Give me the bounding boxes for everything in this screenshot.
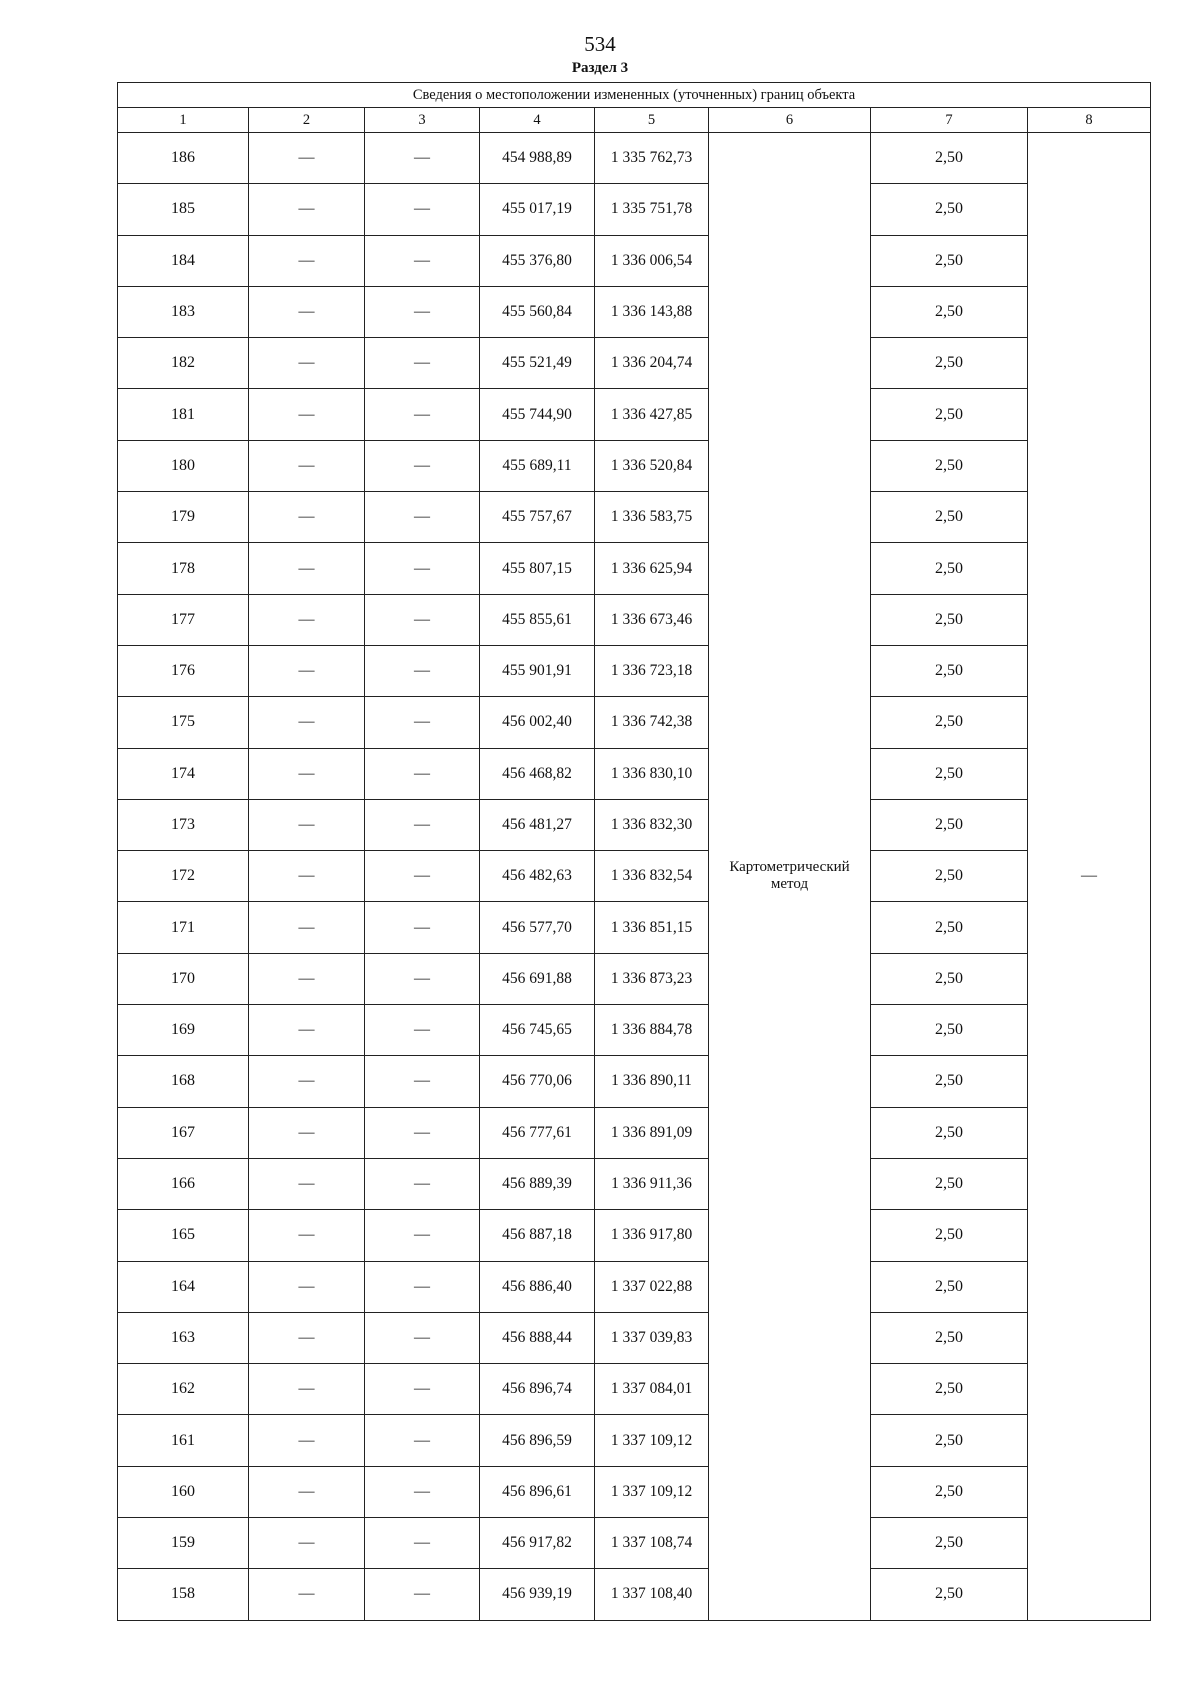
col3-cell: — (365, 1569, 480, 1620)
x-coordinate-cell: 455 521,49 (480, 338, 595, 389)
column-header-row (118, 108, 1151, 133)
col3-cell: — (365, 594, 480, 645)
table-row (118, 235, 1151, 286)
y-coordinate-cell: 1 336 884,78 (595, 1005, 709, 1056)
y-coordinate-cell: 1 336 832,30 (595, 799, 709, 850)
column-header: 6 (709, 108, 871, 133)
x-coordinate-cell: 455 855,61 (480, 594, 595, 645)
y-coordinate-cell: 1 336 742,38 (595, 697, 709, 748)
table-row (118, 645, 1151, 696)
x-coordinate-cell: 456 002,40 (480, 697, 595, 748)
x-coordinate-cell: 456 691,88 (480, 953, 595, 1004)
table-row (118, 1107, 1151, 1158)
accuracy-cell: 2,50 (871, 492, 1028, 543)
col8-cell: — (1028, 133, 1151, 1621)
accuracy-cell: 2,50 (871, 133, 1028, 184)
col2-cell: — (249, 902, 365, 953)
col2-cell: — (249, 1107, 365, 1158)
x-coordinate-cell: 456 887,18 (480, 1210, 595, 1261)
y-coordinate-cell: 1 337 109,12 (595, 1415, 709, 1466)
accuracy-cell: 2,50 (871, 697, 1028, 748)
table-row (118, 338, 1151, 389)
y-coordinate-cell: 1 336 851,15 (595, 902, 709, 953)
x-coordinate-cell: 456 886,40 (480, 1261, 595, 1312)
accuracy-cell: 2,50 (871, 748, 1028, 799)
accuracy-cell: 2,50 (871, 235, 1028, 286)
col2-cell: — (249, 492, 365, 543)
accuracy-cell: 2,50 (871, 440, 1028, 491)
x-coordinate-cell: 455 376,80 (480, 235, 595, 286)
x-coordinate-cell: 455 689,11 (480, 440, 595, 491)
col3-cell: — (365, 338, 480, 389)
column-header: 3 (365, 108, 480, 133)
col3-cell: — (365, 697, 480, 748)
point-number-cell: 178 (118, 543, 249, 594)
column-header: 5 (595, 108, 709, 133)
col2-cell: — (249, 1518, 365, 1569)
table-row (118, 440, 1151, 491)
y-coordinate-cell: 1 336 911,36 (595, 1158, 709, 1209)
column-header: 8 (1028, 108, 1151, 133)
point-number-cell: 180 (118, 440, 249, 491)
y-coordinate-cell: 1 336 891,09 (595, 1107, 709, 1158)
point-number-cell: 177 (118, 594, 249, 645)
x-coordinate-cell: 456 888,44 (480, 1312, 595, 1363)
point-number-cell: 174 (118, 748, 249, 799)
y-coordinate-cell: 1 337 022,88 (595, 1261, 709, 1312)
col2-cell: — (249, 1569, 365, 1620)
accuracy-cell: 2,50 (871, 1364, 1028, 1415)
x-coordinate-cell: 456 917,82 (480, 1518, 595, 1569)
col2-cell: — (249, 1158, 365, 1209)
col3-cell: — (365, 1158, 480, 1209)
table-row (118, 1415, 1151, 1466)
x-coordinate-cell: 456 896,74 (480, 1364, 595, 1415)
y-coordinate-cell: 1 335 751,78 (595, 184, 709, 235)
accuracy-cell: 2,50 (871, 1569, 1028, 1620)
table-row (118, 286, 1151, 337)
col2-cell: — (249, 851, 365, 902)
col2-cell: — (249, 338, 365, 389)
col3-cell: — (365, 235, 480, 286)
col2-cell: — (249, 594, 365, 645)
table-row (118, 184, 1151, 235)
y-coordinate-cell: 1 337 039,83 (595, 1312, 709, 1363)
table-row (118, 851, 1151, 902)
point-number-cell: 166 (118, 1158, 249, 1209)
col2-cell: — (249, 440, 365, 491)
x-coordinate-cell: 456 777,61 (480, 1107, 595, 1158)
accuracy-cell: 2,50 (871, 1261, 1028, 1312)
col3-cell: — (365, 440, 480, 491)
accuracy-cell: 2,50 (871, 1312, 1028, 1363)
point-number-cell: 184 (118, 235, 249, 286)
column-header: 4 (480, 108, 595, 133)
x-coordinate-cell: 454 988,89 (480, 133, 595, 184)
x-coordinate-cell: 455 560,84 (480, 286, 595, 337)
col3-cell: — (365, 902, 480, 953)
col3-cell: — (365, 953, 480, 1004)
col3-cell: — (365, 133, 480, 184)
col3-cell: — (365, 1210, 480, 1261)
table-row (118, 1210, 1151, 1261)
x-coordinate-cell: 456 468,82 (480, 748, 595, 799)
col2-cell: — (249, 133, 365, 184)
accuracy-cell: 2,50 (871, 184, 1028, 235)
col3-cell: — (365, 645, 480, 696)
x-coordinate-cell: 455 744,90 (480, 389, 595, 440)
accuracy-cell: 2,50 (871, 1107, 1028, 1158)
table-row (118, 133, 1151, 184)
x-coordinate-cell: 456 889,39 (480, 1158, 595, 1209)
col2-cell: — (249, 1415, 365, 1466)
accuracy-cell: 2,50 (871, 543, 1028, 594)
point-number-cell: 164 (118, 1261, 249, 1312)
x-coordinate-cell: 455 017,19 (480, 184, 595, 235)
col3-cell: — (365, 748, 480, 799)
col2-cell: — (249, 286, 365, 337)
table-row (118, 1056, 1151, 1107)
col3-cell: — (365, 1415, 480, 1466)
accuracy-cell: 2,50 (871, 594, 1028, 645)
y-coordinate-cell: 1 335 762,73 (595, 133, 709, 184)
point-number-cell: 185 (118, 184, 249, 235)
table-row (118, 1261, 1151, 1312)
table-row (118, 594, 1151, 645)
y-coordinate-cell: 1 336 143,88 (595, 286, 709, 337)
y-coordinate-cell: 1 337 109,12 (595, 1466, 709, 1517)
x-coordinate-cell: 456 482,63 (480, 851, 595, 902)
table-row (118, 389, 1151, 440)
col2-cell: — (249, 1364, 365, 1415)
table-row (118, 1518, 1151, 1569)
table-row (118, 1569, 1151, 1620)
point-number-cell: 163 (118, 1312, 249, 1363)
col2-cell: — (249, 799, 365, 850)
accuracy-cell: 2,50 (871, 1056, 1028, 1107)
point-number-cell: 183 (118, 286, 249, 337)
y-coordinate-cell: 1 336 427,85 (595, 389, 709, 440)
table-row (118, 1158, 1151, 1209)
col3-cell: — (365, 184, 480, 235)
col3-cell: — (365, 1056, 480, 1107)
table-row (118, 492, 1151, 543)
col2-cell: — (249, 1466, 365, 1517)
accuracy-cell: 2,50 (871, 1005, 1028, 1056)
col3-cell: — (365, 1107, 480, 1158)
point-number-cell: 175 (118, 697, 249, 748)
y-coordinate-cell: 1 336 006,54 (595, 235, 709, 286)
col2-cell: — (249, 184, 365, 235)
column-header: 2 (249, 108, 365, 133)
point-number-cell: 165 (118, 1210, 249, 1261)
x-coordinate-cell: 456 939,19 (480, 1569, 595, 1620)
x-coordinate-cell: 456 481,27 (480, 799, 595, 850)
col2-cell: — (249, 1056, 365, 1107)
table-caption: Сведения о местоположении измененных (уточненных) границ объекта (118, 83, 1151, 108)
y-coordinate-cell: 1 337 084,01 (595, 1364, 709, 1415)
point-number-cell: 169 (118, 1005, 249, 1056)
point-number-cell: 167 (118, 1107, 249, 1158)
y-coordinate-cell: 1 336 832,54 (595, 851, 709, 902)
point-number-cell: 168 (118, 1056, 249, 1107)
accuracy-cell: 2,50 (871, 1158, 1028, 1209)
x-coordinate-cell: 456 896,61 (480, 1466, 595, 1517)
y-coordinate-cell: 1 336 204,74 (595, 338, 709, 389)
y-coordinate-cell: 1 337 108,74 (595, 1518, 709, 1569)
table-row (118, 1364, 1151, 1415)
point-number-cell: 170 (118, 953, 249, 1004)
point-number-cell: 171 (118, 902, 249, 953)
table-row (118, 748, 1151, 799)
method-cell: Картометрический метод (709, 133, 871, 1621)
y-coordinate-cell: 1 336 830,10 (595, 748, 709, 799)
point-number-cell: 179 (118, 492, 249, 543)
section-title: Раздел 3 (571, 60, 629, 76)
col3-cell: — (365, 1312, 480, 1363)
page-number: 534 (584, 32, 616, 56)
x-coordinate-cell: 456 577,70 (480, 902, 595, 953)
boundary-table (117, 82, 1151, 1621)
col3-cell: — (365, 1466, 480, 1517)
y-coordinate-cell: 1 336 917,80 (595, 1210, 709, 1261)
y-coordinate-cell: 1 336 873,23 (595, 953, 709, 1004)
x-coordinate-cell: 455 807,15 (480, 543, 595, 594)
table-row (118, 799, 1151, 850)
table-body (118, 133, 1151, 1621)
point-number-cell: 160 (118, 1466, 249, 1517)
accuracy-cell: 2,50 (871, 851, 1028, 902)
point-number-cell: 161 (118, 1415, 249, 1466)
point-number-cell: 172 (118, 851, 249, 902)
x-coordinate-cell: 456 745,65 (480, 1005, 595, 1056)
point-number-cell: 182 (118, 338, 249, 389)
accuracy-cell: 2,50 (871, 1415, 1028, 1466)
table-row (118, 953, 1151, 1004)
table-row (118, 1312, 1151, 1363)
col2-cell: — (249, 543, 365, 594)
accuracy-cell: 2,50 (871, 1210, 1028, 1261)
col3-cell: — (365, 851, 480, 902)
column-header: 1 (118, 108, 249, 133)
column-header: 7 (871, 108, 1028, 133)
table-row (118, 543, 1151, 594)
x-coordinate-cell: 455 757,67 (480, 492, 595, 543)
col2-cell: — (249, 645, 365, 696)
accuracy-cell: 2,50 (871, 799, 1028, 850)
table-row (118, 1005, 1151, 1056)
accuracy-cell: 2,50 (871, 953, 1028, 1004)
table-row (118, 1466, 1151, 1517)
col3-cell: — (365, 1005, 480, 1056)
col2-cell: — (249, 1312, 365, 1363)
col3-cell: — (365, 1261, 480, 1312)
col3-cell: — (365, 1364, 480, 1415)
col2-cell: — (249, 389, 365, 440)
y-coordinate-cell: 1 336 520,84 (595, 440, 709, 491)
point-number-cell: 176 (118, 645, 249, 696)
col2-cell: — (249, 697, 365, 748)
col3-cell: — (365, 799, 480, 850)
y-coordinate-cell: 1 336 673,46 (595, 594, 709, 645)
col2-cell: — (249, 748, 365, 799)
y-coordinate-cell: 1 336 723,18 (595, 645, 709, 696)
accuracy-cell: 2,50 (871, 1518, 1028, 1569)
point-number-cell: 158 (118, 1569, 249, 1620)
col3-cell: — (365, 286, 480, 337)
y-coordinate-cell: 1 336 890,11 (595, 1056, 709, 1107)
y-coordinate-cell: 1 336 625,94 (595, 543, 709, 594)
col3-cell: — (365, 1518, 480, 1569)
accuracy-cell: 2,50 (871, 338, 1028, 389)
x-coordinate-cell: 456 770,06 (480, 1056, 595, 1107)
col2-cell: — (249, 235, 365, 286)
x-coordinate-cell: 456 896,59 (480, 1415, 595, 1466)
y-coordinate-cell: 1 336 583,75 (595, 492, 709, 543)
point-number-cell: 173 (118, 799, 249, 850)
col2-cell: — (249, 1005, 365, 1056)
col2-cell: — (249, 953, 365, 1004)
x-coordinate-cell: 455 901,91 (480, 645, 595, 696)
col3-cell: — (365, 492, 480, 543)
accuracy-cell: 2,50 (871, 902, 1028, 953)
accuracy-cell: 2,50 (871, 645, 1028, 696)
accuracy-cell: 2,50 (871, 1466, 1028, 1517)
table-row (118, 697, 1151, 748)
accuracy-cell: 2,50 (871, 286, 1028, 337)
col3-cell: — (365, 389, 480, 440)
y-coordinate-cell: 1 337 108,40 (595, 1569, 709, 1620)
point-number-cell: 162 (118, 1364, 249, 1415)
accuracy-cell: 2,50 (871, 389, 1028, 440)
point-number-cell: 186 (118, 133, 249, 184)
col2-cell: — (249, 1210, 365, 1261)
point-number-cell: 181 (118, 389, 249, 440)
col3-cell: — (365, 543, 480, 594)
point-number-cell: 159 (118, 1518, 249, 1569)
table-row (118, 902, 1151, 953)
col2-cell: — (249, 1261, 365, 1312)
